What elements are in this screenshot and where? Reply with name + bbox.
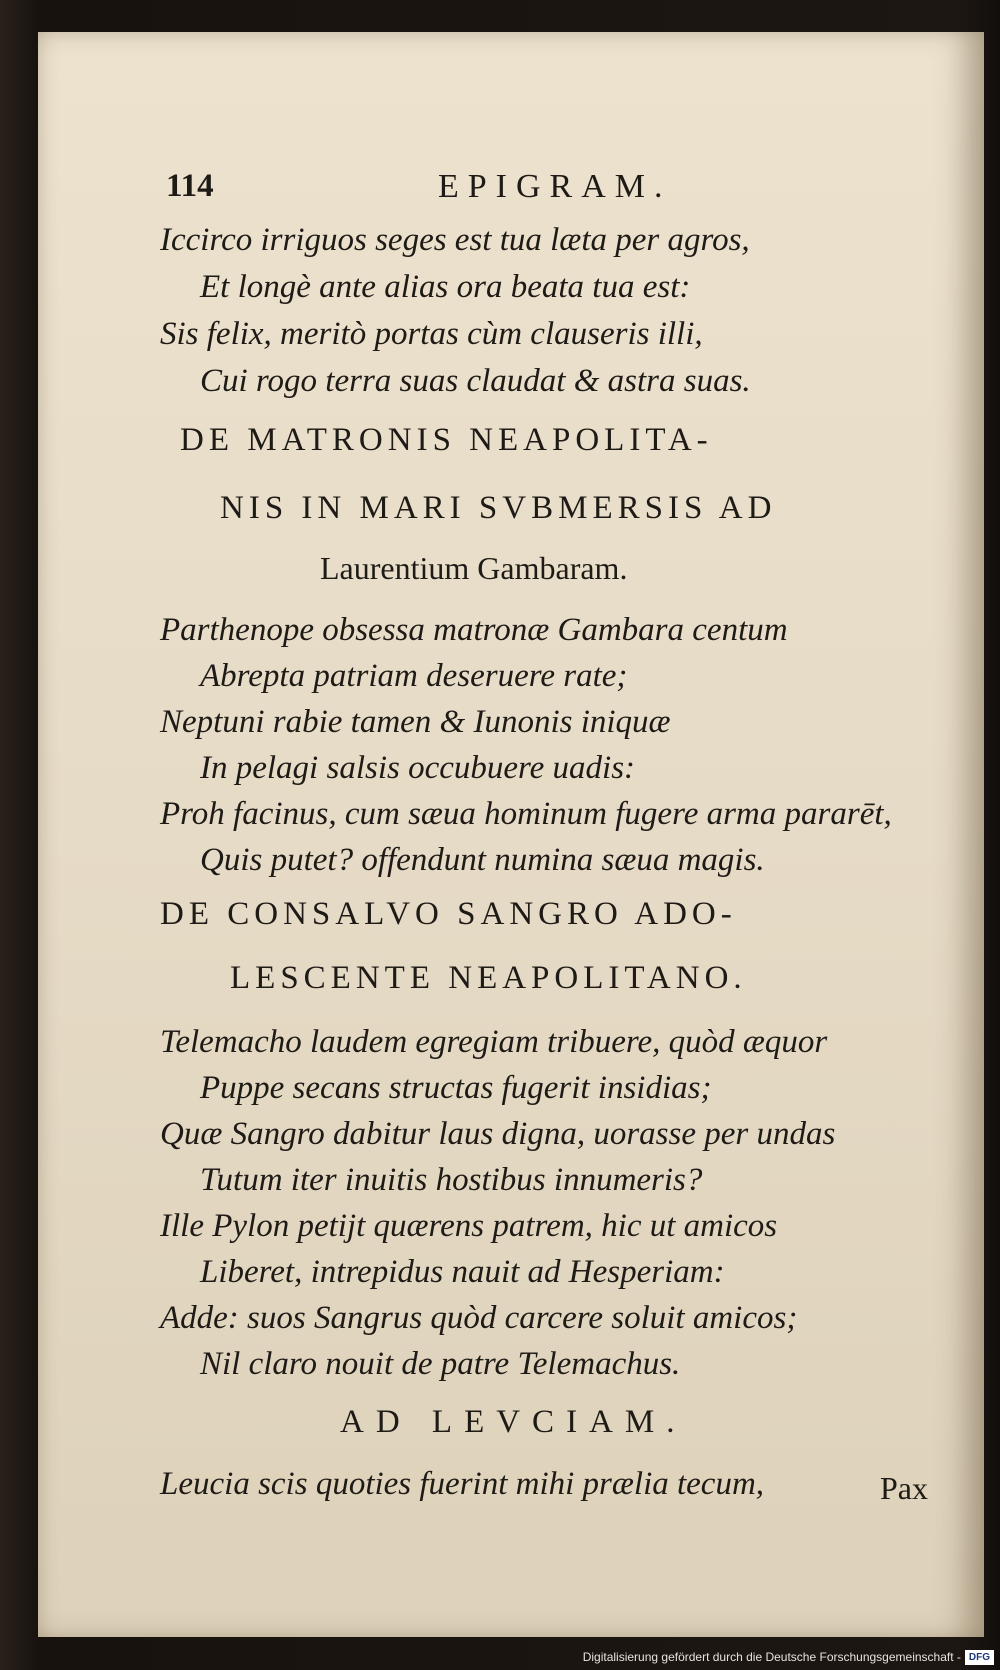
running-head: EPIGRAM. xyxy=(438,168,672,205)
verse-line: Ille Pylon petijt quærens patrem, hic ut amicos xyxy=(160,1208,778,1244)
verse-line: Liberet, intrepidus nauit ad Hesperiam: xyxy=(200,1254,725,1290)
verse-line: Neptuni rabie tamen & Iunonis iniquæ xyxy=(160,704,671,740)
verse-line: Cui rogo terra suas claudat & astra suas. xyxy=(200,363,751,399)
section-subheading: Laurentium Gambaram. xyxy=(320,550,628,586)
dfg-logo-icon: DFG xyxy=(965,1650,994,1665)
verse-line: Tutum iter inuitis hostibus innumeris? xyxy=(200,1162,703,1198)
book-page xyxy=(38,32,984,1637)
section-heading: AD LEVCIAM. xyxy=(340,1404,687,1440)
verse-line: Puppe secans structas fugerit insidias; xyxy=(200,1070,712,1106)
verse-line: Abrepta patriam deseruere rate; xyxy=(200,658,628,694)
section-heading: NIS IN MARI SVBMERSIS AD xyxy=(220,490,777,526)
verse-line: Quis putet? offendunt numina sæua magis. xyxy=(200,842,765,878)
section-heading: DE MATRONIS NEAPOLITA- xyxy=(180,422,713,458)
verse-line: Telemacho laudem egregiam tribuere, quòd æquor xyxy=(160,1024,828,1060)
verse-line: Leucia scis quoties fuerint mihi prælia tecum, xyxy=(160,1466,765,1502)
verse-line: Sis felix, meritò portas cùm clauseris illi, xyxy=(160,316,703,352)
verse-line: Nil claro nouit de patre Telemachus. xyxy=(200,1346,681,1382)
verse-line: Quæ Sangro dabitur laus digna, uorasse per undas xyxy=(160,1116,836,1152)
page-header xyxy=(38,168,918,214)
verse-line: Parthenope obsessa matronæ Gambara centum xyxy=(160,612,788,648)
verse-line: Adde: suos Sangrus quòd carcere soluit amicos; xyxy=(160,1300,798,1336)
page-number: 114 xyxy=(166,168,214,204)
verse-line: In pelagi salsis occubuere uadis: xyxy=(200,750,636,786)
verse-line: Iccirco irriguos seges est tua læta per agros, xyxy=(160,222,750,258)
digitization-footer xyxy=(583,1648,994,1666)
section-heading: DE CONSALVO SANGRO ADO- xyxy=(160,896,737,932)
verse-line: Et longè ante alias ora beata tua est: xyxy=(200,269,691,305)
catchword: Pax xyxy=(880,1470,928,1506)
digitization-credit: Digitalisierung gefördert durch die Deutsche Forschungsgemeinschaft - xyxy=(582,1650,961,1664)
verse-line: Proh facinus, cum sæua hominum fugere arma pararēt, xyxy=(160,796,892,832)
section-heading: LESCENTE NEAPOLITANO. xyxy=(230,960,747,996)
